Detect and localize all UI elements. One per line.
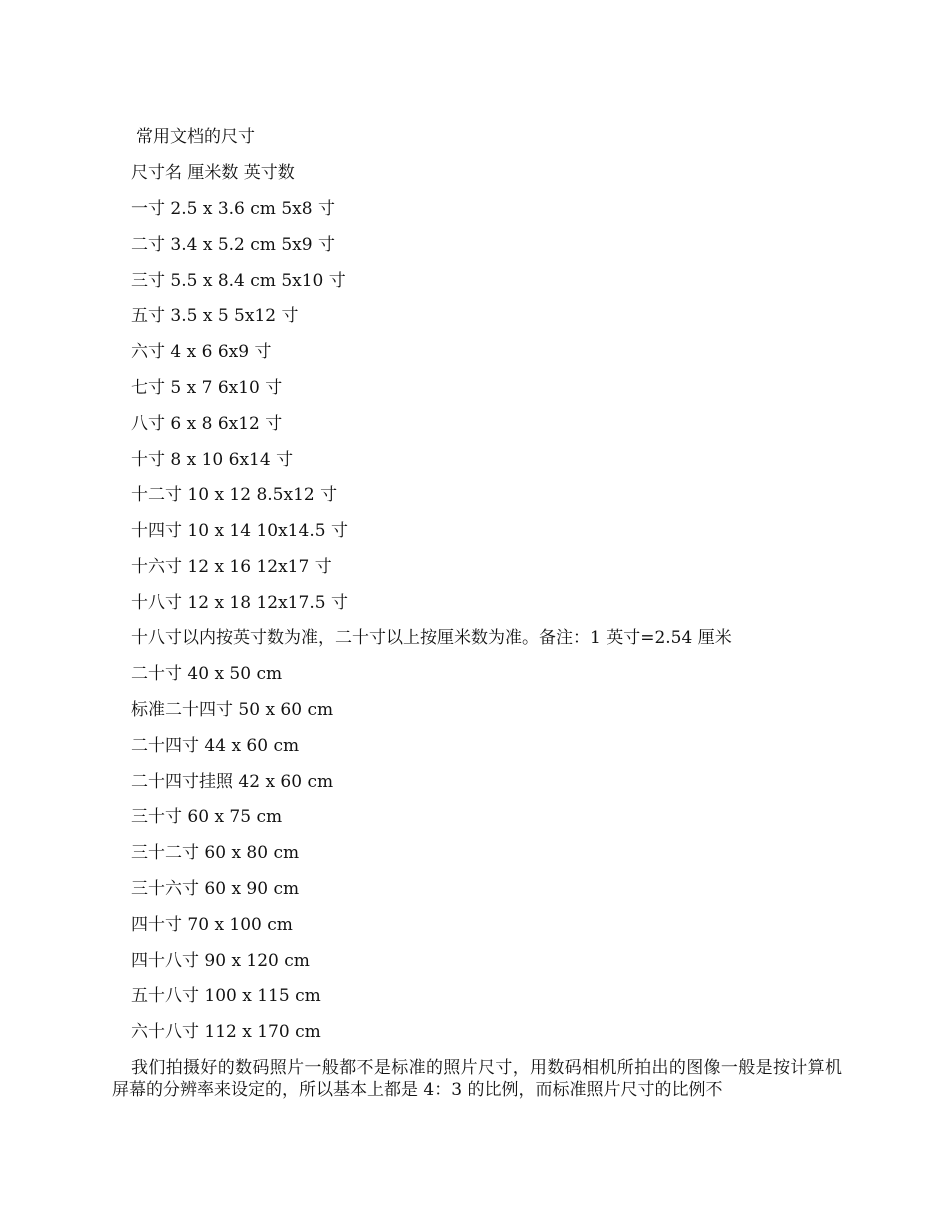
size-row: 二十四寸 44 x 60 cm (131, 736, 300, 756)
size-row: 二十寸 40 x 50 cm (131, 664, 283, 684)
size-row: 八寸 6 x 8 6x12 寸 (131, 414, 283, 434)
document-title: 常用文档的尺寸 (136, 127, 255, 147)
size-row: 三寸 5.5 x 8.4 cm 5x10 寸 (131, 271, 346, 291)
size-row: 六寸 4 x 6 6x9 寸 (131, 342, 272, 362)
size-row: 五寸 3.5 x 5 5x12 寸 (131, 306, 299, 326)
size-note: 十八寸以内按英寸数为准，二十寸以上按厘米数为准。备注：1 英寸=2.54 厘米 (131, 628, 732, 648)
size-row: 三十二寸 60 x 80 cm (131, 843, 300, 863)
size-row: 十二寸 10 x 12 8.5x12 寸 (131, 485, 338, 505)
size-row: 十六寸 12 x 16 12x17 寸 (131, 557, 332, 577)
table-header-row: 尺寸名 厘米数 英寸数 (131, 163, 295, 183)
size-row: 四十寸 70 x 100 cm (131, 915, 293, 935)
size-row: 标准二十四寸 50 x 60 cm (131, 700, 334, 720)
size-row: 三十六寸 60 x 90 cm (131, 879, 300, 899)
size-row: 五十八寸 100 x 115 cm (131, 986, 321, 1006)
size-row: 十寸 8 x 10 6x14 寸 (131, 450, 294, 470)
size-row: 二寸 3.4 x 5.2 cm 5x9 寸 (131, 235, 335, 255)
size-row: 四十八寸 90 x 120 cm (131, 951, 310, 971)
size-row: 三十寸 60 x 75 cm (131, 807, 283, 827)
size-row: 十四寸 10 x 14 10x14.5 寸 (131, 521, 348, 541)
size-row: 一寸 2.5 x 3.6 cm 5x8 寸 (131, 199, 335, 219)
size-row: 十八寸 12 x 18 12x17.5 寸 (131, 593, 348, 613)
size-row: 二十四寸挂照 42 x 60 cm (131, 772, 334, 792)
size-row: 六十八寸 112 x 170 cm (131, 1022, 321, 1042)
size-row: 七寸 5 x 7 6x10 寸 (131, 378, 283, 398)
body-paragraph: 我们拍摄好的数码照片一般都不是标准的照片尺寸，用数码相机所拍出的图像一般是按计算机屏幕的分辨率来设定的，所以基本上都是 4：3 的比例，而标准照片尺寸的比例不 (112, 1058, 842, 1100)
